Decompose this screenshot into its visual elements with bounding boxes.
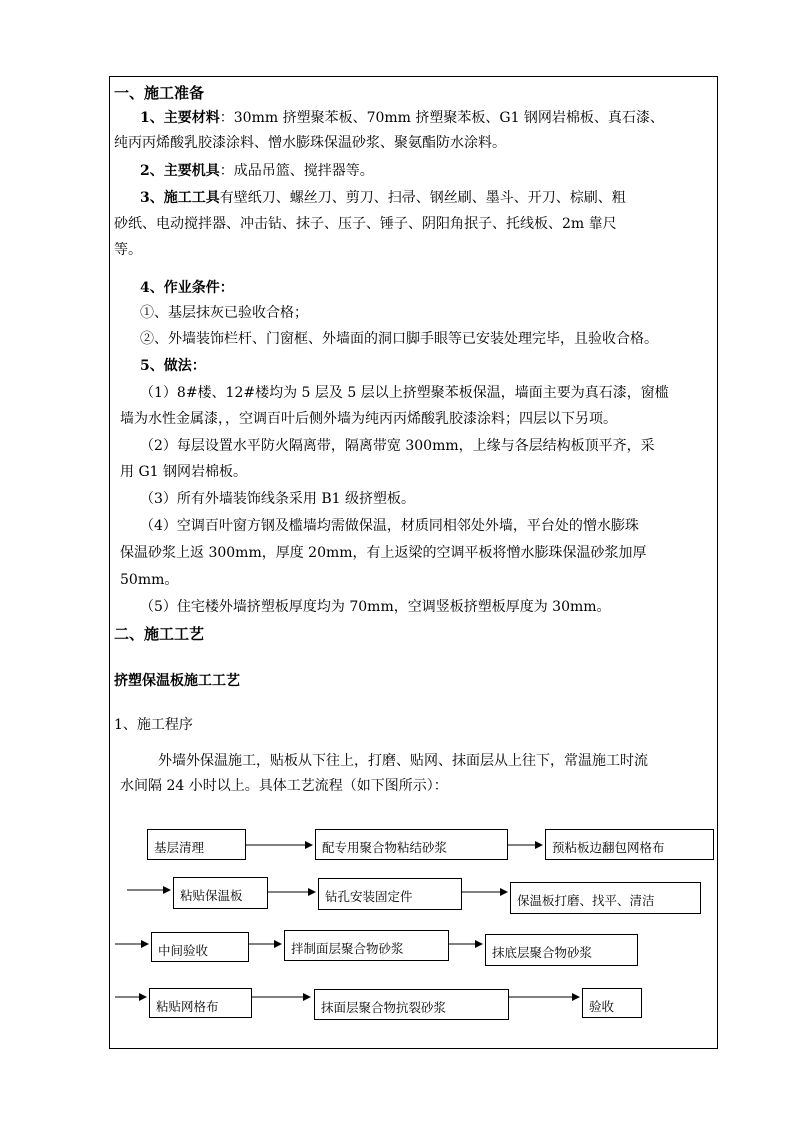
- flow-step-9-label: 抹底层聚合物砂浆: [492, 945, 593, 960]
- flow-step-10: [149, 988, 252, 1018]
- method-1-line-2: 墙为水性金属漆，，空调百叶后侧外墙为纯丙丙烯酸乳胶漆涂料；四层以下另项。: [120, 411, 617, 427]
- flow-step-7: [151, 932, 249, 962]
- tools-line-2: 砂纸、电动搅拌器、冲击钻、抹子、压子、锤子、阴阳角抿子、托线板、2m 靠尺: [114, 216, 617, 232]
- flow-step-3-label: 预粘板边翻包网格布: [552, 840, 665, 855]
- flow-step-4-label: 粘贴保温板: [180, 888, 243, 903]
- flow-step-5-label: 钻孔安装固定件: [325, 889, 413, 904]
- flow-step-2: [315, 829, 508, 860]
- tools-label: 3、施工工具: [140, 190, 220, 206]
- tools-text-1: 有壁纸刀、螺丝刀、剪刀、扫帚、钢丝刷、墨斗、开刀、棕刷、粗: [219, 190, 626, 206]
- method-4-line-2: 保温砂浆上返 300mm，厚度 20mm，有上返梁的空调平板将憎水膨珠保温砂浆加厚: [120, 545, 647, 561]
- section2-subtitle: 挤塑保温板施工工艺: [114, 673, 240, 689]
- flow-step-9: [485, 934, 638, 966]
- method-5-line-1: （5）住宅楼外墙挤塑板厚度均为 70mm，空调竖板挤塑板厚度为 30mm。: [140, 599, 611, 615]
- flow-step-3: [545, 829, 714, 860]
- procedure-intro-line-2: 水间隔 24 小时以上。具体工艺流程（如下图所示）：: [120, 778, 448, 794]
- condition-2: ②、外墙装饰栏杆、门窗框、外墙面的洞口脚手眼等已安装处理完毕，且验收合格。: [140, 331, 658, 347]
- method-2-line-2: 用 G1 钢网岩棉板。: [120, 464, 247, 480]
- flow-step-11: [314, 989, 509, 1020]
- section2-title: 二、施工工艺: [114, 625, 205, 643]
- machines-text: ：成品吊篮、搅拌器等。: [219, 163, 374, 179]
- flow-step-7-label: 中间验收: [158, 943, 209, 958]
- method-4-line-1: （4）空调百叶窗方钢及槛墙均需做保温，材质同相邻处外墙，平台处的憎水膨珠: [140, 518, 639, 534]
- flow-step-12: [582, 988, 642, 1018]
- flow-step-6: [510, 882, 701, 914]
- tools-line-3: 等。: [114, 242, 142, 258]
- method-4-line-3: 50mm。: [120, 572, 179, 588]
- method-label: 5、做法：: [140, 358, 206, 374]
- machines-label: 2、主要机具: [140, 163, 220, 179]
- materials-text-1: ：30mm 挤塑聚苯板、70mm 挤塑聚苯板、G1 钢网岩棉板、真石漆、: [219, 110, 664, 126]
- flow-step-6-label: 保温板打磨、找平、清洁: [517, 893, 655, 908]
- flow-step-10-label: 粘贴网格布: [156, 999, 219, 1014]
- flow-step-4: [173, 877, 268, 909]
- flow-step-5: [318, 878, 462, 910]
- flow-step-8: [284, 930, 449, 961]
- condition-1: ①、基层抹灰已验收合格；: [140, 305, 308, 321]
- flow-step-8-label: 拌制面层聚合物砂浆: [291, 941, 404, 956]
- flow-step-12-label: 验收: [589, 999, 615, 1014]
- procedure-label: 1、施工程序: [114, 717, 193, 733]
- flow-step-11-label: 抹面层聚合物抗裂砂浆: [321, 1000, 447, 1015]
- materials-label: 1、主要材料: [140, 110, 220, 126]
- section1-title: 一、施工准备: [114, 84, 205, 102]
- method-1-line-1: （1）8#楼、12#楼均为 5 层及 5 层以上挤塑聚苯板保温，墙面主要为真石漆，窗槛: [140, 385, 669, 401]
- materials-line-2: 纯丙丙烯酸乳胶漆涂料、憎水膨珠保温砂浆、聚氨酯防水涂料。: [114, 135, 506, 151]
- flow-step-1-label: 基层清理: [154, 840, 205, 855]
- flow-step-2-label: 配专用聚合物粘结砂浆: [322, 840, 448, 855]
- flow-step-1: [147, 829, 246, 860]
- method-3-line-1: （3）所有外墙装饰线条采用 B1 级挤塑板。: [140, 491, 416, 507]
- conditions-label: 4、作业条件：: [140, 280, 234, 296]
- procedure-intro-line-1: 外墙外保温施工，贴板从下往上，打磨、贴网、抹面层从上往下，常温施工时流: [158, 753, 648, 769]
- method-2-line-1: （2）每层设置水平防火隔离带，隔离带宽 300mm，上缘与各层结构板顶平齐，采: [140, 438, 655, 454]
